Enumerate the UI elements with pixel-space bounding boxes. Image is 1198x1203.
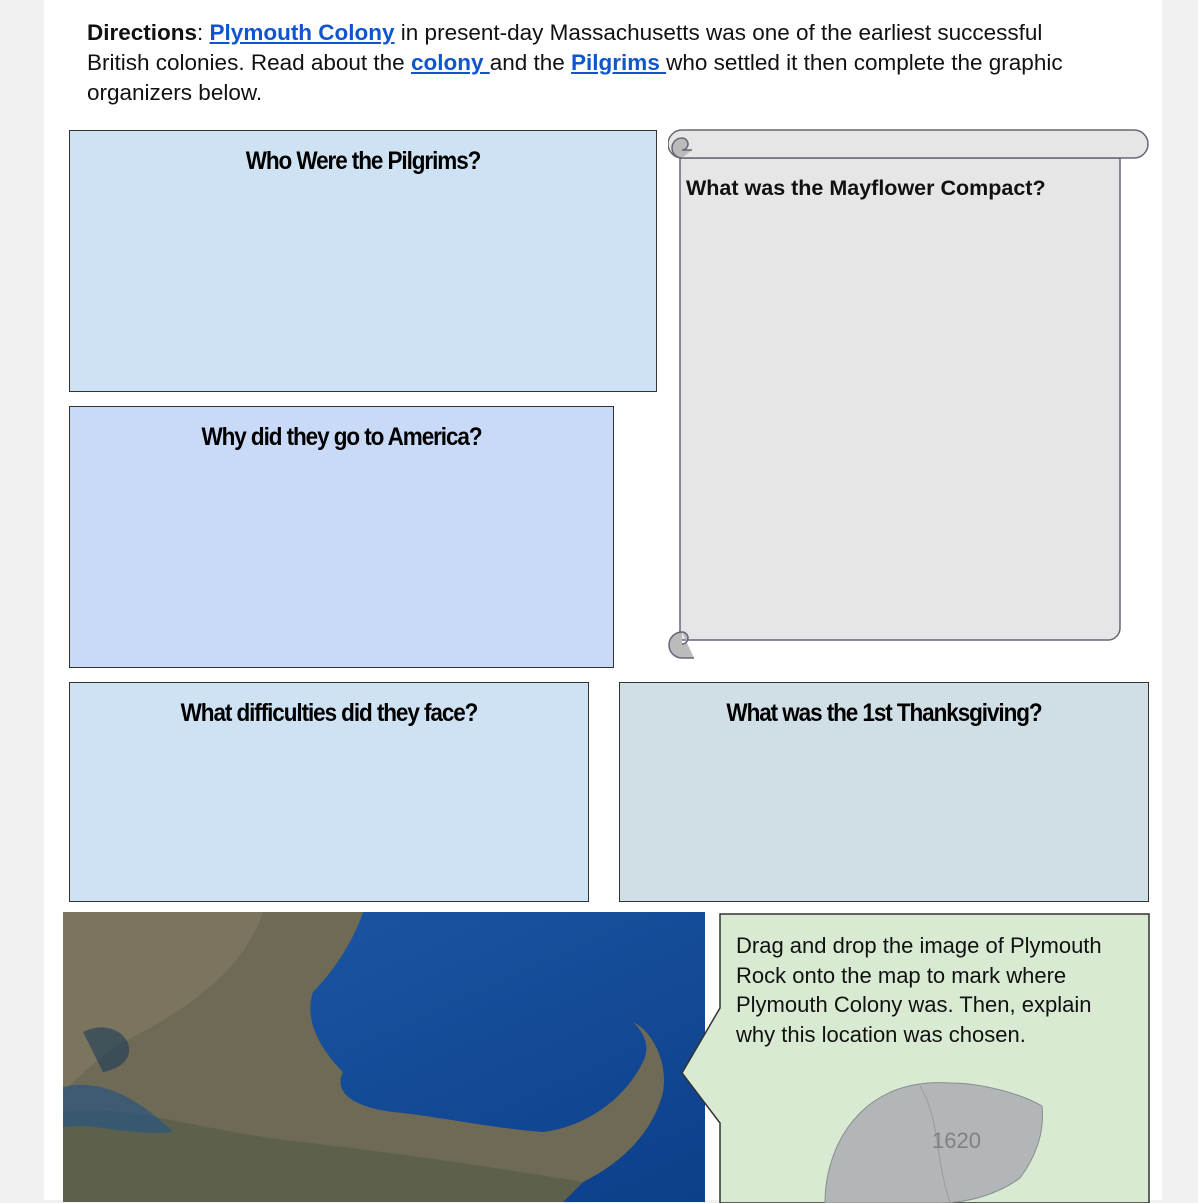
box-heading: What was the 1st Thanksgiving? [726,699,1042,727]
difficulties-box[interactable] [69,682,589,902]
who-were-pilgrims-box[interactable] [69,130,657,392]
pilgrims-link[interactable]: Pilgrims [571,50,667,75]
box-heading: Who Were the Pilgrims? [245,147,481,175]
directions-text: who settled it then complete the graphic organizers below. [87,50,1063,105]
why-america-box[interactable] [69,406,614,668]
colony-link[interactable]: colony [410,50,490,75]
directions-label: Directions [87,20,198,45]
compact-heading: What was the Mayflower Compact? [686,176,1046,200]
box-heading: What difficulties did they face? [180,699,478,727]
directions: Directions: Plymouth Colony in present-day Massachusetts was one of the earliest successful British colonies. Read about the colony and the Pilgrims who settled it then complete the graphic organizers below. [87,20,1063,105]
box-heading: Why did they go to America? [201,423,482,451]
directions-text: and the [489,50,572,75]
callout-text: Drag and drop the image of Plymouth Rock onto the map to mark where Plymouth Colony was. Then, explain why this location was chosen. [736,933,1102,1047]
plymouth-rock-image[interactable] [820,1078,1050,1203]
directions-text: in present-day Massachusetts was one of the earliest successful British colonies. Read about the [87,20,1043,75]
rock-inscription: 1620 [932,1128,981,1153]
plymouth-colony-link[interactable]: Plymouth Colony [209,20,395,45]
mayflower-compact-scroll[interactable] [668,128,1150,662]
thanksgiving-box[interactable] [619,682,1149,902]
cape-cod-satellite-map[interactable] [63,912,705,1202]
